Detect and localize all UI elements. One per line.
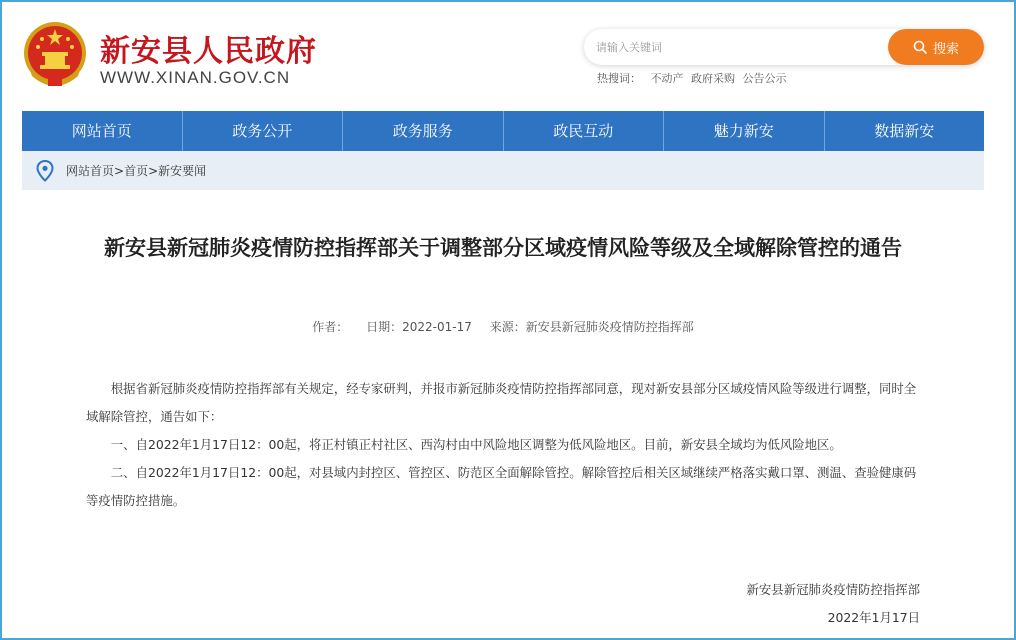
article-meta (22, 318, 984, 335)
breadcrumb-separator: > (148, 164, 159, 178)
site-header (22, 18, 984, 98)
source-value: 新安县新冠肺炎疫情防控指挥部 (525, 320, 694, 334)
hot-keyword-link[interactable]: 不动产 (650, 72, 684, 85)
search-input[interactable] (596, 29, 876, 65)
article-date (366, 320, 472, 334)
breadcrumb-link-news[interactable]: 新安要闻 (158, 164, 207, 178)
breadcrumb-separator: > (114, 164, 125, 178)
main-nav (22, 111, 984, 151)
article-author (312, 320, 348, 334)
site-name[interactable]: 新安县人民政府 (100, 34, 317, 69)
breadcrumb (22, 151, 984, 190)
article-source (490, 320, 694, 334)
location-pin-icon (36, 160, 54, 182)
nav-item-gov-affairs-open[interactable]: 政务公开 (183, 111, 344, 151)
hot-keyword-link[interactable]: 政府采购 (691, 72, 735, 85)
search-button[interactable] (888, 29, 984, 65)
breadcrumb-link-site-home[interactable]: 网站首页 (66, 164, 115, 178)
source-label: 来源： (489, 320, 526, 334)
hot-keywords (597, 70, 791, 86)
nav-item-data-xinan[interactable]: 数据新安 (874, 122, 935, 140)
article-sign-date: 2022年1月17日 (827, 610, 920, 625)
article-body (86, 375, 922, 515)
article-paragraph: 二、自2022年1月17日12：00起，对县域内封控区、管控区、防范区全面解除管控。解除管控后相关区域继续严格落实戴口罩、测温、查验健康码等疫情防控措施。 (86, 465, 917, 508)
search-icon (913, 40, 927, 54)
nav-item-gov-services[interactable]: 政务服务 (343, 111, 504, 151)
article-paragraph: 一、自2022年1月17日12：00起，将正村镇正村社区、西沟村由中风险地区调整为低风险地区。目前，新安县全域均为低风险地区。 (110, 437, 842, 452)
nav-item-charm-xinan[interactable]: 魅力新安 (664, 111, 825, 151)
breadcrumb-trail (66, 162, 206, 179)
search-button-label: 搜索 (932, 41, 959, 57)
article-title: 新安县新冠肺炎疫情防控指挥部关于调整部分区域疫情风险等级及全域解除管控的通告 (104, 236, 902, 260)
site-url: WWW.XINAN.GOV.CN (100, 68, 291, 87)
hot-keyword-link[interactable]: 公告公示 (742, 72, 787, 85)
breadcrumb-link-home[interactable]: 首页 (124, 164, 149, 178)
article-paragraph: 根据省新冠肺炎疫情防控指挥部有关规定，经专家研判，并报市新冠肺炎疫情防控指挥部同意，现对新安县部分区域疫情风险等级进行调整，同时全域解除管控，通告如下： (86, 381, 917, 424)
date-label: 日期： (366, 320, 403, 334)
nav-item-home[interactable]: 网站首页 (22, 111, 183, 151)
hot-keywords-label: 热搜词： (597, 72, 641, 85)
national-emblem-icon (22, 20, 88, 90)
nav-item-interaction[interactable]: 政民互动 (504, 111, 665, 151)
date-value: 2022-01-17 (402, 320, 472, 334)
author-label: 作者： (312, 320, 349, 334)
search-box (584, 29, 984, 65)
article-signature: 新安县新冠肺炎疫情防控指挥部 (746, 582, 920, 597)
